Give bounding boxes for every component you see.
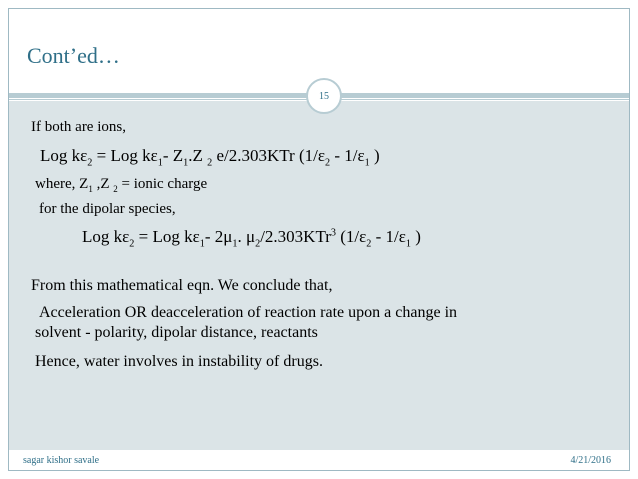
where-part: = ionic charge — [117, 176, 208, 192]
footer-date: 4/21/2016 — [570, 455, 611, 466]
eq2-part: /2.303KTr — [260, 227, 331, 246]
slide-title: Cont’ed… — [27, 43, 120, 68]
eq2-part: ) — [410, 227, 421, 246]
eq1-sub: 1 — [183, 157, 189, 169]
eq2-part: Log kε — [82, 227, 130, 246]
eq1-part: - 1/ε — [330, 146, 365, 165]
eq2-part: (1/ε — [335, 227, 367, 246]
eq2-sub: 2 — [366, 238, 372, 250]
slide-body — [9, 101, 629, 450]
eq1-part: .Z — [188, 146, 208, 165]
eq2-sub: 2 — [255, 238, 261, 250]
where-part: where, Z — [35, 176, 89, 192]
text-both-ions: If both are ions, — [31, 119, 126, 135]
eq1-sub: 1 — [157, 157, 163, 169]
eq1-sub: 2 — [87, 157, 93, 169]
page-number: 15 — [319, 90, 329, 102]
text-where-ionic — [35, 176, 207, 194]
eq2-sub: 1 — [405, 238, 411, 250]
eq1-part: = Log kε — [92, 146, 158, 165]
slide — [8, 8, 630, 471]
text-acceleration-2: solvent - polarity, dipolar distance, reactants — [35, 324, 318, 341]
eq2-sub: 1 — [232, 238, 238, 250]
eq2-part: - 1/ε — [371, 227, 406, 246]
eq2-part: - 2μ — [204, 227, 233, 246]
eq1-sub: 2 — [207, 157, 213, 169]
eq1-part: Log kε — [40, 146, 88, 165]
text-acceleration-1: Acceleration OR deacceleration of reaction rate upon a change in — [39, 304, 458, 321]
eq1-sub: 2 — [325, 157, 331, 169]
where-part: ,Z — [92, 176, 114, 192]
page-number-badge — [306, 78, 342, 114]
text-conclusion: From this mathematical eqn. We conclude that, — [31, 277, 333, 294]
equation-dipolar — [82, 227, 421, 249]
eq2-sub: 1 — [199, 238, 205, 250]
eq1-part: - Z — [162, 146, 184, 165]
where-sub: 1 — [88, 184, 93, 194]
equation-ions — [40, 146, 380, 168]
footer-author: sagar kishor savale — [23, 455, 100, 466]
eq1-part: e/2.303KTr (1/ε — [212, 146, 325, 165]
text-hence: Hence, water involves in instability of drugs. — [35, 353, 323, 370]
eq1-part: ) — [369, 146, 380, 165]
eq1-sub: 1 — [364, 157, 370, 169]
eq2-sup: 3 — [330, 227, 336, 239]
eq2-part: . μ — [237, 227, 256, 246]
where-sub: 2 — [113, 184, 118, 194]
eq2-part: = Log kε — [134, 227, 200, 246]
eq2-sub: 2 — [129, 238, 135, 250]
text-dipolar: for the dipolar species, — [39, 201, 176, 217]
